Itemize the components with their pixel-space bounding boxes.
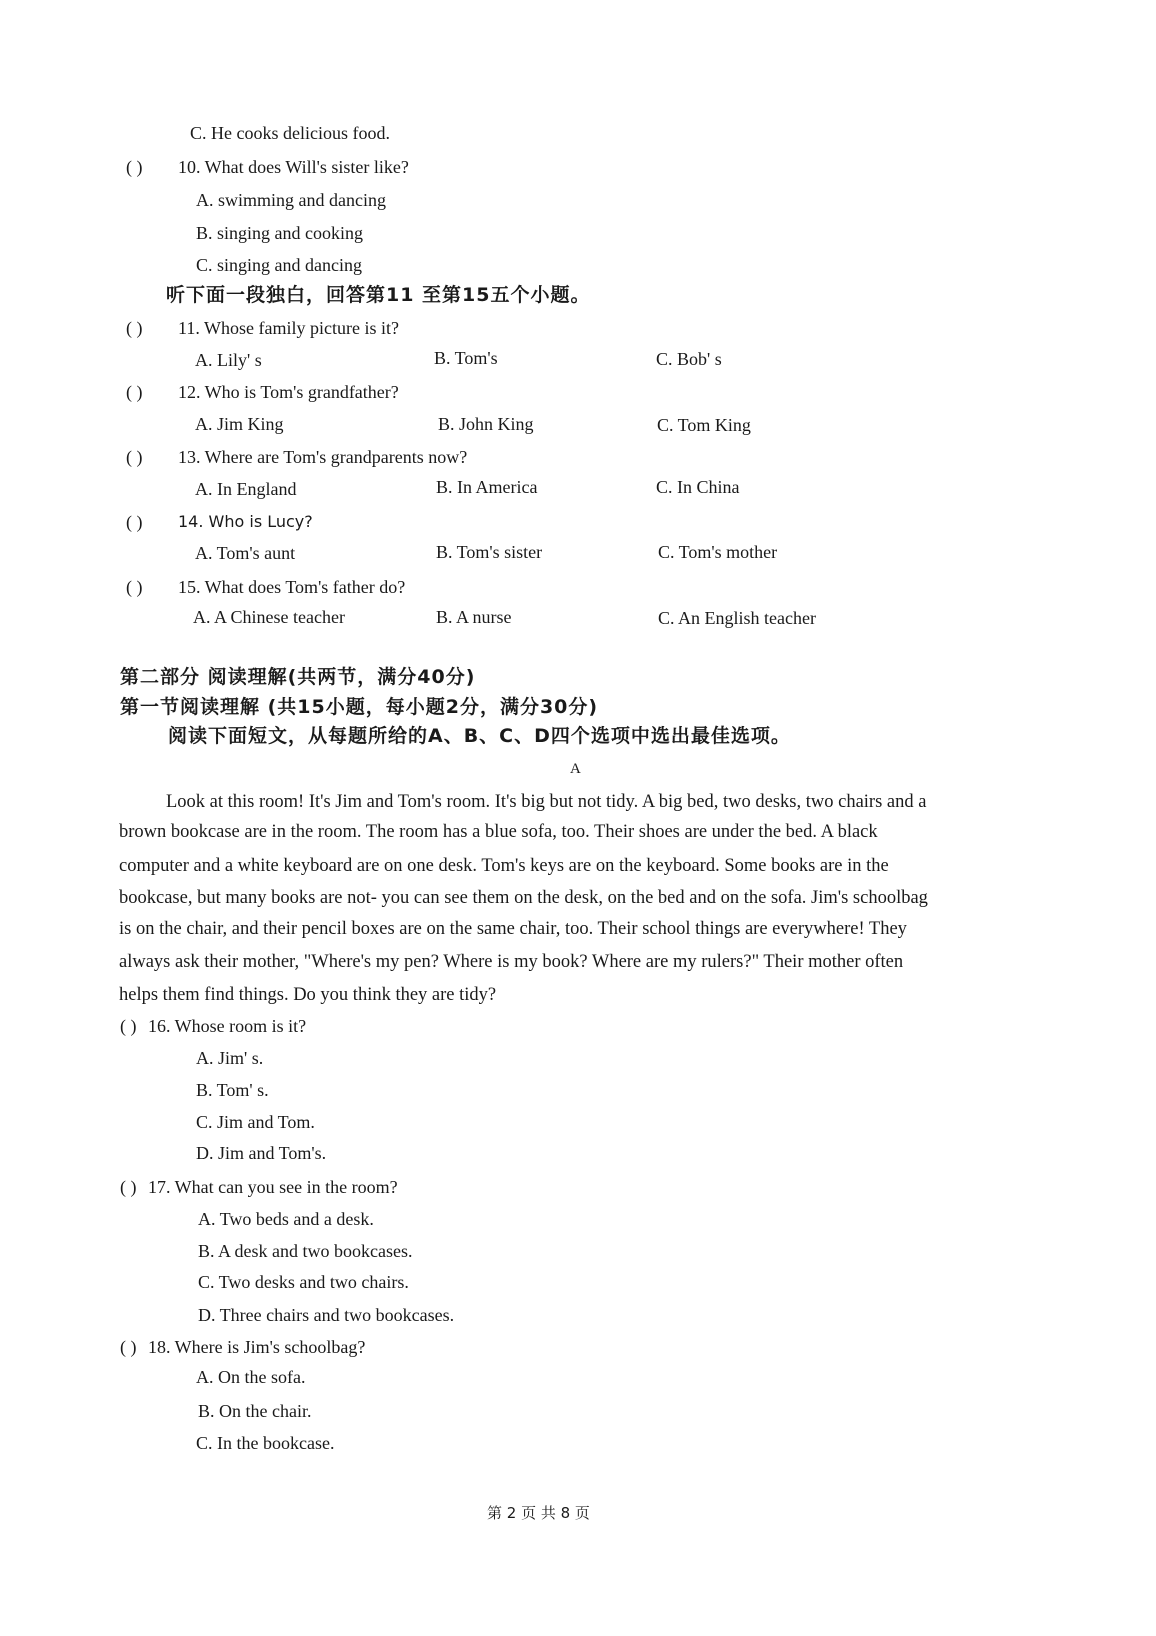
q11-stem: 11. Whose family picture is it?: [178, 318, 399, 338]
q11-answer-blank[interactable]: ( ): [126, 318, 143, 338]
q14-answer-blank[interactable]: ( ): [126, 512, 143, 532]
part2-title: 第二部分 阅读理解(共两节，满分40分): [120, 666, 476, 688]
q15-option-a: A. A Chinese teacher: [193, 607, 345, 627]
q12-option-b: B. John King: [438, 414, 534, 434]
q17-option-d: D. Three chairs and two bookcases.: [198, 1305, 455, 1325]
passage-label: A: [570, 761, 581, 777]
q16-option-d: D. Jim and Tom's.: [196, 1143, 327, 1163]
q16-answer-blank[interactable]: ( ): [120, 1016, 137, 1036]
q15-answer-blank[interactable]: ( ): [126, 577, 143, 597]
q15-stem: 15. What does Tom's father do?: [178, 577, 406, 597]
q16-option-a: A. Jim' s.: [196, 1048, 264, 1068]
q10-option-b: B. singing and cooking: [196, 223, 363, 243]
q14-option-c: C. Tom's mother: [658, 542, 778, 562]
q18-option-a: A. On the sofa.: [196, 1367, 306, 1387]
q14-stem: 14. Who is Lucy?: [178, 512, 313, 531]
q17-option-c: C. Two desks and two chairs.: [198, 1272, 409, 1292]
passage-line-1: Look at this room! It's Jim and Tom's room. It's big but not tidy. A big bed, two desks, two chairs and a: [166, 792, 927, 812]
q16-stem: 16. Whose room is it?: [148, 1016, 307, 1036]
q11-option-b: B. Tom's: [434, 348, 498, 368]
q13-stem: 13. Where are Tom's grandparents now?: [178, 447, 468, 467]
q12-option-a: A. Jim King: [195, 414, 284, 434]
passage-line-2: brown bookcase are in the room. The room has a blue sofa, too. Their shoes are under the bed. A black: [119, 822, 878, 842]
q18-option-c: C. In the bookcase.: [196, 1433, 335, 1453]
passage-line-3: computer and a white keyboard are on one desk. Tom's keys are on the keyboard. Some books are in the: [119, 856, 889, 876]
q15-option-c: C. An English teacher: [658, 608, 816, 628]
passage-line-5: is on the chair, and their pencil boxes are on the same chair, too. Their school things are everywhere! They: [119, 919, 907, 939]
passage-line-7: helps them find things. Do you think they are tidy?: [119, 985, 497, 1005]
q10-option-c: C. singing and dancing: [196, 255, 362, 275]
q12-option-c: C. Tom King: [657, 415, 751, 435]
q13-answer-blank[interactable]: ( ): [126, 447, 143, 467]
q17-stem: 17. What can you see in the room?: [148, 1177, 398, 1197]
reading-instruction: 阅读下面短文，从每题所给的A、B、C、D四个选项中选出最佳选项。: [168, 725, 791, 747]
monologue-instruction: 听下面一段独白，回答第11 至第15五个小题。: [166, 284, 591, 306]
q14-option-b: B. Tom's sister: [436, 542, 543, 562]
passage-line-4: bookcase, but many books are not- you can see them on the desk, on the bed and on the sofa. Jim's schoolbag: [119, 888, 928, 908]
q15-option-b: B. A nurse: [436, 607, 512, 627]
section1-title: 第一节阅读理解 (共15小题，每小题2分，满分30分): [120, 696, 599, 718]
q12-answer-blank[interactable]: ( ): [126, 382, 143, 402]
q14-option-a: A. Tom's aunt: [195, 543, 296, 563]
q10-stem: 10. What does Will's sister like?: [178, 157, 409, 177]
q13-option-b: B. In America: [436, 477, 538, 497]
q17-option-a: A. Two beds and a desk.: [198, 1209, 374, 1229]
q11-option-a: A. Lily' s: [195, 350, 262, 370]
q9-option-c: C. He cooks delicious food.: [190, 123, 390, 143]
q10-option-a: A. swimming and dancing: [196, 190, 386, 210]
q13-option-c: C. In China: [656, 477, 740, 497]
q18-option-b: B. On the chair.: [198, 1401, 312, 1421]
q17-option-b: B. A desk and two bookcases.: [198, 1241, 413, 1261]
passage-line-6: always ask their mother, "Where's my pen? Where is my book? Where are my rulers?" Their mother often: [119, 952, 904, 972]
q18-stem: 18. Where is Jim's schoolbag?: [148, 1337, 366, 1357]
q10-answer-blank[interactable]: ( ): [126, 157, 143, 177]
q16-option-b: B. Tom' s.: [196, 1080, 269, 1100]
q16-option-c: C. Jim and Tom.: [196, 1112, 315, 1132]
page-footer: 第 2 页 共 8 页: [487, 1504, 590, 1522]
q17-answer-blank[interactable]: ( ): [120, 1177, 137, 1197]
q18-answer-blank[interactable]: ( ): [120, 1337, 137, 1357]
q11-option-c: C. Bob' s: [656, 349, 722, 369]
q13-option-a: A. In England: [195, 479, 297, 499]
q12-stem: 12. Who is Tom's grandfather?: [178, 382, 399, 402]
